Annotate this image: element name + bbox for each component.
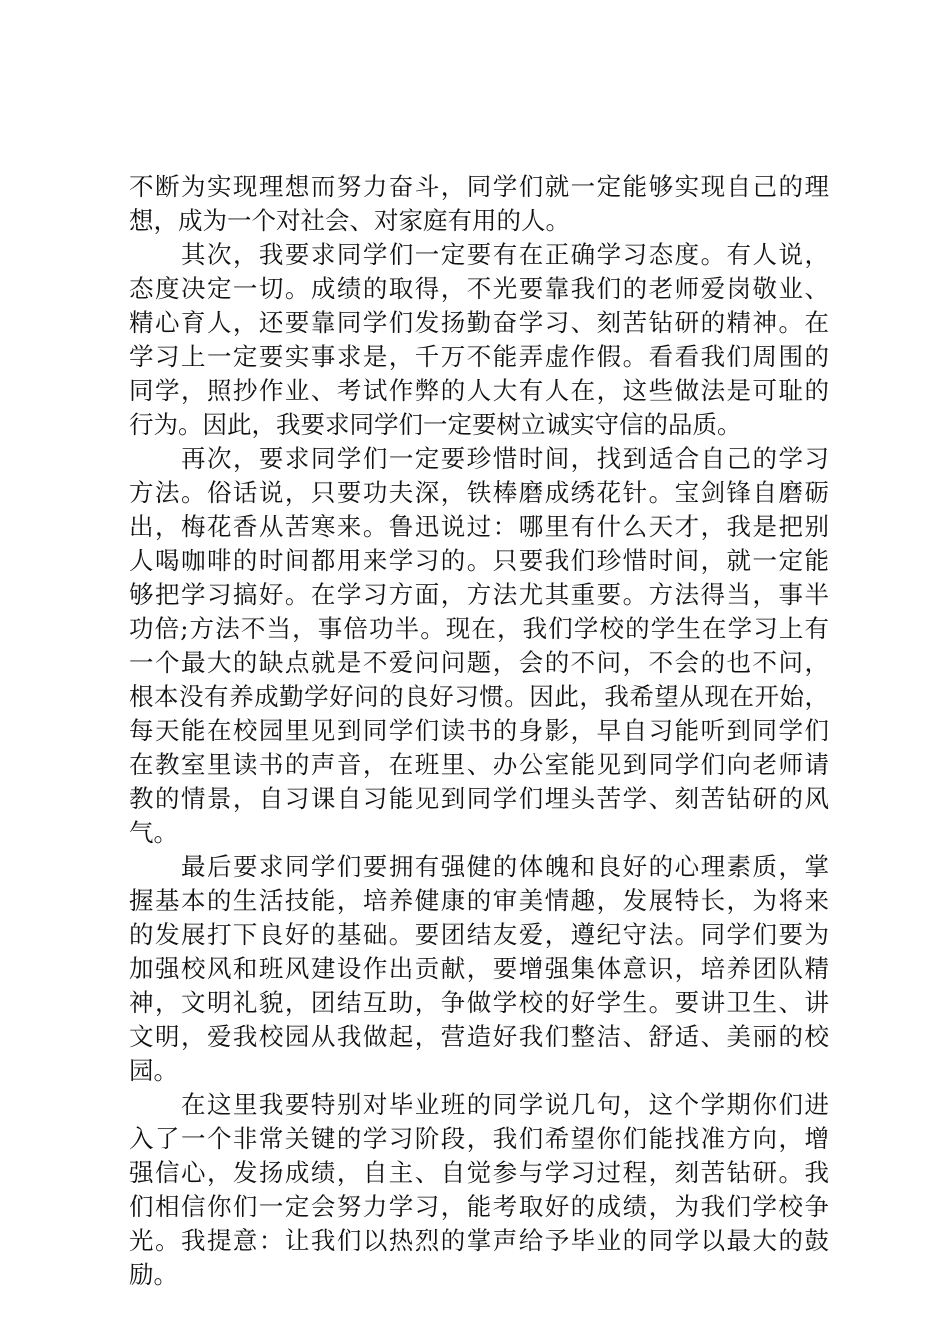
- text-line: 功倍;方法不当，事倍功半。现在，我们学校的学生在学习上有: [129, 614, 829, 643]
- text-line: 精心育人，还要靠同学们发扬勤奋学习、刻苦钻研的精神。在: [129, 308, 829, 337]
- paragraph: [129, 1088, 829, 1292]
- text-line: 态度决定一切。成绩的取得，不光要靠我们的老师爱岗敬业、: [129, 274, 829, 303]
- text-line: 气。: [129, 818, 178, 847]
- text-line: 握基本的生活技能，培养健康的审美情趣，发展特长，为将来: [129, 886, 829, 915]
- text-line: 励。: [129, 1260, 178, 1289]
- text-line: 其次，我要求同学们一定要有在正确学习态度。有人说，: [181, 240, 829, 269]
- text-line: 神，文明礼貌，团结互助，争做学校的好学生。要讲卫生、讲: [129, 988, 829, 1017]
- text-line: 再次，要求同学们一定要珍惜时间，找到适合自己的学习: [181, 444, 829, 473]
- text-line: 方法。俗话说，只要功夫深，铁棒磨成绣花针。宝剑锋自磨砺: [129, 478, 829, 507]
- text-line: 人喝咖啡的时间都用来学习的。只要我们珍惜时间，就一定能: [129, 546, 829, 575]
- text-line: 行为。因此，我要求同学们一定要树立诚实守信的品质。: [129, 410, 742, 439]
- text-line: 学习上一定要实事求是，千万不能弄虚作假。看看我们周围的: [129, 342, 829, 371]
- text-line: 文明，爱我校园从我做起，营造好我们整洁、舒适、美丽的校: [129, 1022, 829, 1051]
- text-line: 园。: [129, 1056, 178, 1085]
- text-line: 教的情景，自习课自习能见到同学们埋头苦学、刻苦钻研的风: [129, 784, 829, 813]
- paragraph: [129, 850, 829, 1088]
- document-body: [129, 170, 829, 1292]
- text-line: 们相信你们一定会努力学习，能考取好的成绩，为我们学校争: [129, 1192, 829, 1221]
- text-line: 入了一个非常关键的学习阶段，我们希望你们能找准方向，增: [129, 1124, 829, 1153]
- text-line: 强信心，发扬成绩，自主、自觉参与学习过程，刻苦钻研。我: [129, 1158, 829, 1187]
- paragraph: [129, 170, 829, 238]
- text-line: 最后要求同学们要拥有强健的体魄和良好的心理素质，掌: [181, 852, 829, 881]
- text-line: 的发展打下良好的基础。要团结友爱，遵纪守法。同学们要为: [129, 920, 829, 949]
- text-line: 同学，照抄作业、考试作弊的人大有人在，这些做法是可耻的: [129, 376, 829, 405]
- text-line: 在教室里读书的声音，在班里、办公室能见到同学们向老师请: [129, 750, 829, 779]
- text-line: 一个最大的缺点就是不爱问问题，会的不问，不会的也不问，: [129, 648, 829, 677]
- text-line: 想，成为一个对社会、对家庭有用的人。: [129, 206, 570, 235]
- paragraph: [129, 238, 829, 442]
- text-line: 出，梅花香从苦寒来。鲁迅说过：哪里有什么天才，我是把别: [129, 512, 829, 541]
- text-line: 每天能在校园里见到同学们读书的身影，早自习能听到同学们: [129, 716, 829, 745]
- text-line: 光。我提意：让我们以热烈的掌声给予毕业的同学以最大的鼓: [129, 1226, 829, 1255]
- text-line: 加强校风和班风建设作出贡献，要增强集体意识，培养团队精: [129, 954, 829, 983]
- text-line: 不断为实现理想而努力奋斗，同学们就一定能够实现自己的理: [129, 172, 829, 201]
- text-line: 根本没有养成勤学好问的良好习惯。因此，我希望从现在开始，: [129, 682, 829, 711]
- text-line: 够把学习搞好。在学习方面，方法尤其重要。方法得当，事半: [129, 580, 829, 609]
- text-line: 在这里我要特别对毕业班的同学说几句，这个学期你们进: [181, 1090, 829, 1119]
- paragraph: [129, 442, 829, 850]
